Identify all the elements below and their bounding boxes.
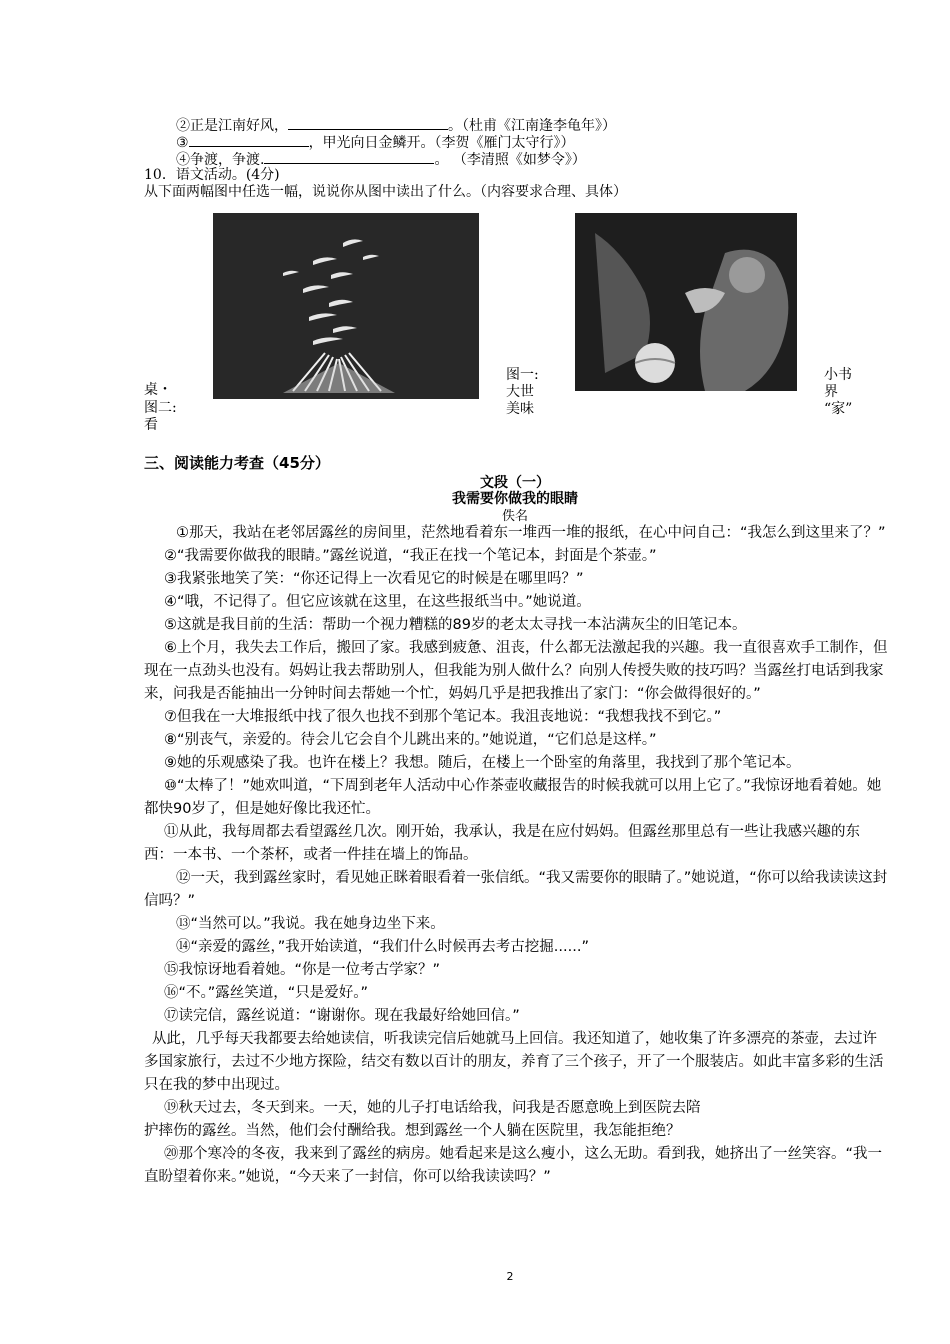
paragraph-15: ⑮我惊讶地看着她。“你是一位考古学家？” <box>164 962 441 978</box>
paragraph-17: ⑰读完信，露丝说道：“谢谢你。现在我最好给她回信。” <box>164 1008 520 1024</box>
section-heading: 三、阅读能力考查（45分） <box>144 454 330 472</box>
caption-figure-1-label: 图一: <box>506 367 539 383</box>
poem-line-3-prefix: ③ <box>176 135 189 151</box>
answer-blank[interactable] <box>189 133 309 147</box>
caption-left-1: 桌・ <box>144 382 172 398</box>
paragraph-8: ⑧“别丧气，亲爱的。待会儿它会自个儿跳出来的。”她说道，“它们总是这样。” <box>164 732 657 748</box>
question-10-instruction: 从下面两幅图中任选一幅，说说你从图中读出了什么。（内容要求合理、具体） <box>144 184 627 200</box>
answer-blank[interactable] <box>288 116 448 130</box>
poem-line-2-suffix: 。（杜甫《江南逢李龟年》） <box>448 118 616 134</box>
paragraph-5: ⑤这就是我目前的生活：帮助一个视力糟糕的89岁的老太太寻找一本沾满灰尘的旧笔记本。 <box>164 617 747 633</box>
paragraph-19: ⑲秋天过去，冬天到来。一天，她的儿子打电话给我，问我是否愿意晚上到医院去陪 <box>164 1100 701 1116</box>
caption-mid-2: 大世 <box>506 384 534 400</box>
poem-line-2-prefix: ②正是江南好风， <box>176 118 288 134</box>
figure-1-image <box>213 213 479 399</box>
article-title: 我需要你做我的眼睛 <box>452 491 578 507</box>
answer-blank[interactable] <box>264 150 434 164</box>
caption-right-3: “家” <box>824 401 853 417</box>
paragraph-6: ⑥上个月，我失去工作后，搬回了家。我感到疲惫、沮丧，什么都无法激起我的兴趣。我一直很喜欢手工制作，但现在一点劲头也没有。妈妈让我去帮助别人，但我能为别人做什么？向别人传授失败的技巧吗？当露丝打电话到我家来，问我是否能抽出一分钟时间去帮她一个忙，妈妈几乎是把我推出了家门：“你会做得很好的。” <box>144 640 888 702</box>
poem-line-4-prefix: ④争渡，争渡. <box>176 152 265 168</box>
paragraph-16: ⑯“不。”露丝笑道，“只是爱好。” <box>164 985 369 1001</box>
caption-left-2: 图二: <box>144 400 177 416</box>
paragraph-4: ④“哦，不记得了。但它应该就在这里，在这些报纸当中。”她说道。 <box>164 594 591 610</box>
paragraph-12: ⑫一天，我到露丝家时，看见她正眯着眼看着一张信纸。“我又需要你的眼睛了。”她说道，“你可以给我读读这封信吗？” <box>144 870 888 909</box>
question-10-title: 10．语文活动。(4分) <box>144 167 280 183</box>
caption-mid-3: 美味 <box>506 401 534 417</box>
paragraph-3: ③我紧张地笑了笑：“你还记得上一次看见它的时候是在哪里吗？” <box>164 571 584 587</box>
paragraph-7: ⑦但我在一大堆报纸中找了很久也找不到那个笔记本。我沮丧地说：“我想我找不到它。” <box>164 709 722 725</box>
poem-line-4-suffix: 。 （李清照《如梦令》） <box>434 152 586 168</box>
paragraph-18: 从此，几乎每天我都要去给她读信，听我读完信后她就马上回信。我还知道了，她收集了许多漂亮的茶壶，去过许多国家旅行，去过不少地方探险，结交有数以百计的朋友，养育了三个孩子，开了一个服装店。如此丰富多彩的生活只在我的梦中出现过。 <box>144 1031 884 1093</box>
paragraph-20: ⑳那个寒冷的冬夜，我来到了露丝的病房。她看起来是这么瘦小，这么无助。看到我，她挤出了一丝笑容。“我一直盼望着你来。”她说，“今天来了一封信，你可以给我读读吗？” <box>144 1146 883 1185</box>
figure-2-image <box>575 213 797 391</box>
article-author: 佚名 <box>501 509 528 524</box>
man-globe-illustration <box>575 213 797 391</box>
paragraph-13: ⑬“当然可以。”我说。我在她身边坐下来。 <box>176 916 445 932</box>
paragraph-11: ⑪从此，我每周都去看望露丝几次。刚开始，我承认，我是在应付妈妈。但露丝那里总有一些让我感兴趣的东西：一本书、一个茶杯，或者一件挂在墙上的饰品。 <box>144 824 860 863</box>
reading-passage <box>144 522 888 1189</box>
paragraph-9: ⑨她的乐观感染了我。也许在楼上？我想。随后，在楼上一个卧室的角落里，我找到了那个笔记本。 <box>164 755 801 771</box>
page-number: 2 <box>506 1270 514 1283</box>
caption-right-2: 界 <box>824 384 838 400</box>
caption-right-1: 小书 <box>824 367 852 383</box>
paragraph-2: ②“我需要你做我的眼睛。”露丝说道，“我正在找一个笔记本，封面是个茶壶。” <box>164 548 657 564</box>
paragraph-1: ①那天，我站在老邻居露丝的房间里，茫然地看着东一堆西一堆的报纸，在心中问自己：“我怎么到这里来了？” <box>176 525 886 541</box>
poem-line-3-suffix: ，甲光向日金鳞开。（李贺《雁门太守行》） <box>308 135 575 151</box>
segment-label: 文段（一） <box>480 475 550 491</box>
paragraph-19-continued: 护摔伤的露丝。当然，他们会付酬给我。想到露丝一个人躺在医院里，我怎能拒绝？ <box>144 1123 681 1139</box>
caption-left-3: 看 <box>144 417 158 433</box>
paragraph-14: ⑭“亲爱的露丝，”我开始读道，“我们什么时候再去考古挖掘......” <box>176 939 589 955</box>
paragraph-10: ⑩“太棒了！”她欢叫道，“下周到老年人活动中心作茶壶收藏报告的时候我就可以用上它了。”我惊讶地看着她。她都快90岁了，但是她好像比我还忙。 <box>144 778 882 817</box>
books-birds-illustration <box>213 213 479 399</box>
